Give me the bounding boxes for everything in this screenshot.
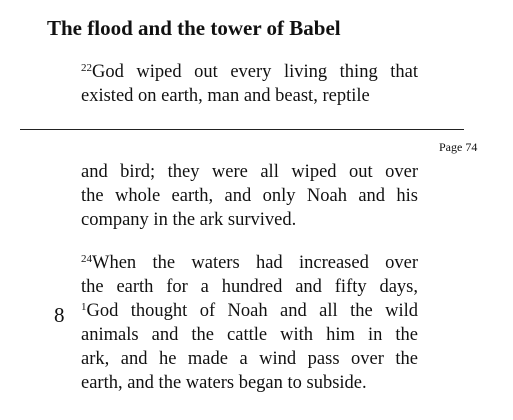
- paragraph-verse-22: [81, 60, 418, 108]
- chapter-number: 8: [54, 303, 65, 327]
- text-line: company in the ark survived.: [81, 210, 297, 230]
- page-break-rule: [20, 129, 464, 130]
- text-line: earth, and the waters began to subside.: [81, 373, 367, 393]
- text-line: [81, 251, 418, 275]
- paragraph-verse-24: [81, 251, 418, 395]
- line-text: When the waters had increased over: [92, 253, 418, 273]
- text-line: [81, 299, 418, 323]
- text-line: existed on earth, man and beast, reptile: [81, 86, 370, 106]
- text-line: ark, and he made a wind pass over the: [81, 349, 418, 369]
- text-line: the earth for a hundred and fifty days,: [81, 277, 418, 297]
- text-line: animals and the cattle with him in the: [81, 325, 418, 345]
- verse-number: 24: [81, 253, 92, 265]
- page-number: Page 74: [439, 140, 478, 154]
- line-text: God wiped out every living thing that: [92, 62, 418, 82]
- line-text: God thought of Noah and all the wild: [86, 301, 418, 321]
- text-line: and bird; they were all wiped out over: [81, 162, 418, 182]
- verse-number: 22: [81, 62, 92, 74]
- verse-number: 1: [81, 301, 87, 313]
- text-line: the whole earth, and only Noah and his: [81, 186, 418, 206]
- text-line: [81, 60, 418, 84]
- paragraph-continuation: [81, 160, 418, 232]
- running-title: The flood and the tower of Babel: [47, 16, 341, 40]
